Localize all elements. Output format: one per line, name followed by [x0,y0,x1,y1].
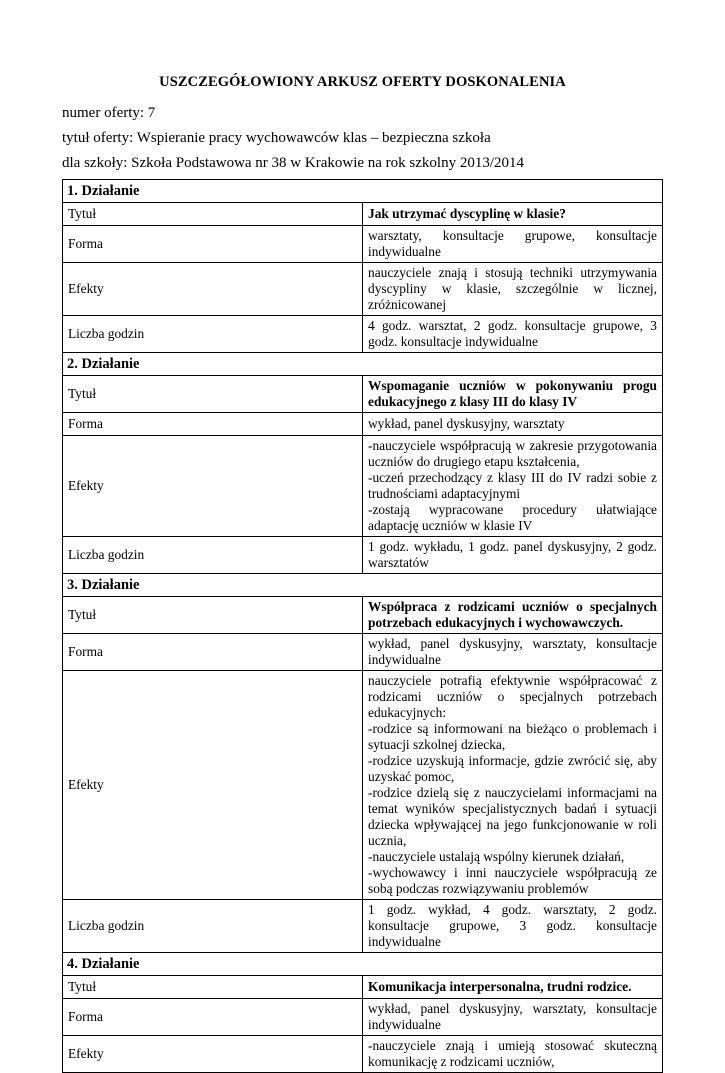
row-label: Forma [63,226,363,263]
action-hours: 1 godz. wykład, 4 godz. warsztaty, 2 godz. konsultacje grupowe, 3 godz. konsultacje indywidualne [363,900,663,953]
table-row [63,263,663,316]
effect-line: -rodzice są informowani na bieżąco o problemach i sytuacji szkolnej dziecka, [368,721,657,752]
table-row [63,671,663,900]
action-title: Jak utrzymać dyscyplinę w klasie? [363,203,663,226]
action-hours: 4 godz. warsztat, 2 godz. konsultacje grupowe, 3 godz. konsultacje indywidualne [363,316,663,353]
table-row [63,413,663,436]
action-effects [363,436,663,537]
table-row [63,226,663,263]
row-label: Tytuł [63,203,363,226]
action-title: Współpraca z rodzicami uczniów o specjalnych potrzebach edukacyjnych i wychowawczych. [363,597,663,634]
action-form: wykład, panel dyskusyjny, warsztaty, konsultacje indywidualne [363,999,663,1036]
action-form: wykład, panel dyskusyjny, warsztaty [363,413,663,436]
row-label: Efekty [63,436,363,537]
section-header [63,180,663,203]
row-label: Forma [63,999,363,1036]
table-row [63,999,663,1036]
effect-line: nauczyciele znają i stosują techniki utrzymywania dyscypliny w klasie, szczególnie w licznej, zróżnicowanej [368,265,657,312]
effect-line: nauczyciele potrafią efektywnie współpracować z rodzicami uczniów o specjalnych potrzebach edukacyjnych: [368,673,657,720]
table-row [63,376,663,413]
table-row [63,1036,663,1073]
table-row [63,316,663,353]
effect-line: -nauczyciele współpracują w zakresie przygotowania uczniów do drugiego etapu kształcenia, [368,438,657,469]
effect-line: -zostają wypracowane procedury ułatwiające adaptację uczniów w klasie IV [368,502,657,533]
effect-line: -uczeń przechodzący z klasy III do IV radzi sobie z trudnościami adaptacyjnymi [368,470,657,501]
table-row [63,436,663,537]
offer-title: tytuł oferty: Wspieranie pracy wychowawców klas – bezpieczna szkoła [62,130,491,146]
row-label: Liczba godzin [63,316,363,353]
row-label: Tytuł [63,976,363,999]
action-form: warsztaty, konsultacje grupowe, konsultacje indywidualne [363,226,663,263]
section-heading: 1. Działanie [63,180,663,203]
section-heading: 2. Działanie [63,353,663,376]
row-label: Forma [63,634,363,671]
action-effects [363,263,663,316]
action-title: Komunikacja interpersonalna, trudni rodzice. [363,976,663,999]
effect-line: -rodzice dzielą się z nauczycielami informacjami na temat wyników specjalistycznych badań i sytuacji dziecka wpływającej na jego funkcjonowanie w roli ucznia, [368,785,657,848]
table-row [63,537,663,574]
effect-line: -rodzice uzyskują informacje, gdzie zwrócić się, aby uzyskać pomoc, [368,753,657,784]
table-row [63,203,663,226]
row-label: Efekty [63,1036,363,1073]
section-heading: 4. Działanie [63,953,663,976]
school-line: dla szkoły: Szkoła Podstawowa nr 38 w Krakowie na rok szkolny 2013/2014 [62,155,525,171]
action-title: Wspomaganie uczniów w pokonywaniu progu edukacyjnego z klasy III do klasy IV [363,376,663,413]
row-label: Tytuł [63,597,363,634]
action-effects [363,1036,663,1073]
offer-number: numer oferty: 7 [62,105,156,121]
effect-line: -wychowawcy i inni nauczyciele współpracują ze sobą podczas rozwiązywaniu problemów [368,865,657,896]
table-row [63,597,663,634]
row-label: Tytuł [63,376,363,413]
table-row [63,634,663,671]
offer-table [62,179,663,1073]
section-heading: 3. Działanie [63,574,663,597]
effect-line: -nauczyciele ustalają wspólny kierunek działań, [368,849,625,864]
section-header [63,574,663,597]
effect-line: -nauczyciele znają i umieją stosować skuteczną komunikację z rodzicami uczniów, [368,1038,657,1069]
row-label: Liczba godzin [63,537,363,574]
document-title: USZCZEGÓŁOWIONY ARKUSZ OFERTY DOSKONALENIA [159,74,566,90]
row-label: Efekty [63,263,363,316]
action-form: wykład, panel dyskusyjny, warsztaty, konsultacje indywidualne [363,634,663,671]
document-page [62,74,663,1073]
action-hours: 1 godz. wykładu, 1 godz. panel dyskusyjny, 2 godz. warsztatów [363,537,663,574]
row-label: Forma [63,413,363,436]
table-row [63,900,663,953]
row-label: Efekty [63,671,363,900]
action-effects [363,671,663,900]
table-row [63,976,663,999]
section-header [63,953,663,976]
row-label: Liczba godzin [63,900,363,953]
section-header [63,353,663,376]
